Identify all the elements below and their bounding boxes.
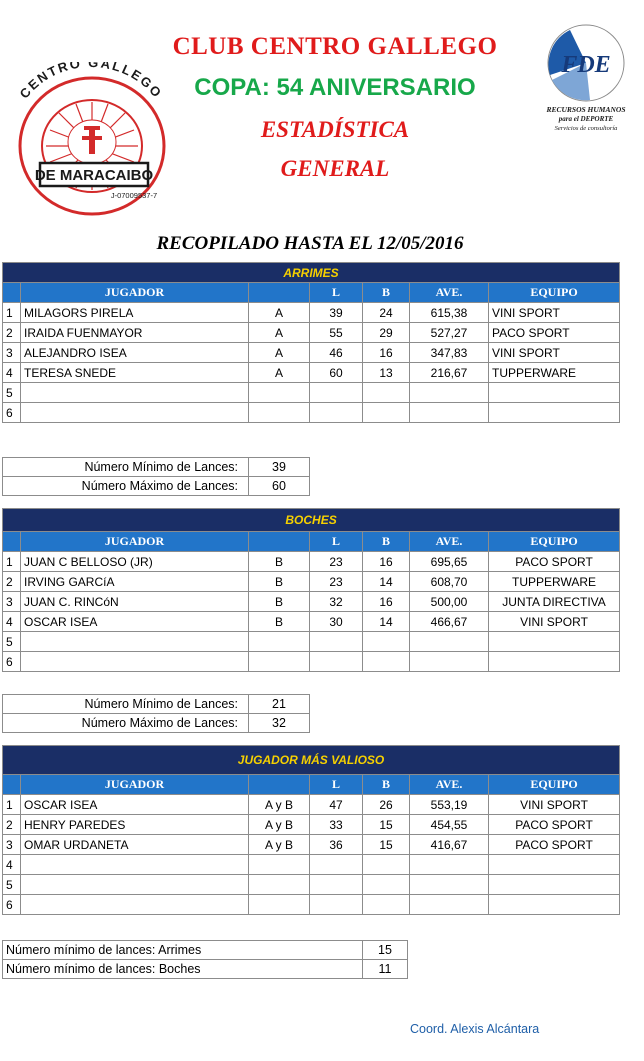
col-category xyxy=(249,283,310,303)
player-category: A xyxy=(249,323,310,343)
table-row xyxy=(3,895,620,915)
row-index: 2 xyxy=(3,572,21,592)
team-name: VINI SPORT xyxy=(489,343,620,363)
row-index: 4 xyxy=(3,612,21,632)
fde-logo-icon xyxy=(530,20,642,140)
player-name: ALEJANDRO ISEA xyxy=(21,343,249,363)
average-value: 216,67 xyxy=(410,363,489,383)
player-name: OSCAR ISEA xyxy=(21,795,249,815)
team-name: JUNTA DIRECTIVA xyxy=(489,592,620,612)
table-row xyxy=(3,323,620,343)
table-row xyxy=(3,795,620,815)
team-name: VINI SPORT xyxy=(489,612,620,632)
row-index: 6 xyxy=(3,403,21,423)
bolas-value: 14 xyxy=(363,612,410,632)
statistics-title: ESTADÍSTICA xyxy=(260,117,410,142)
col-ave: AVE. xyxy=(410,775,489,795)
average-value: 527,27 xyxy=(410,323,489,343)
min-arrimes-label: Número mínimo de lances: Arrimes xyxy=(3,941,363,960)
col-b: B xyxy=(363,775,410,795)
table-row xyxy=(3,403,620,423)
player-category xyxy=(249,383,310,403)
min-boches-value: 11 xyxy=(363,960,408,979)
row-index: 1 xyxy=(3,303,21,323)
arrimes-minmax xyxy=(2,457,310,496)
average-value xyxy=(410,875,489,895)
table-row xyxy=(3,303,620,323)
lances-value: 60 xyxy=(310,363,363,383)
bolas-value: 24 xyxy=(363,303,410,323)
team-name: PACO SPORT xyxy=(489,835,620,855)
bolas-value xyxy=(363,383,410,403)
crest-bottom-text: DE MARACAIBO xyxy=(34,167,154,184)
row-index: 5 xyxy=(3,875,21,895)
average-value xyxy=(410,855,489,875)
bolas-value: 29 xyxy=(363,323,410,343)
player-name xyxy=(21,875,249,895)
lances-value: 55 xyxy=(310,323,363,343)
team-name: PACO SPORT xyxy=(489,552,620,572)
team-name xyxy=(489,652,620,672)
mvp-title: JUGADOR MÁS VALIOSO xyxy=(3,746,620,775)
max-lances-value: 60 xyxy=(249,477,310,496)
row-index: 2 xyxy=(3,323,21,343)
col-category xyxy=(249,532,310,552)
player-category: A xyxy=(249,343,310,363)
min-lances-value: 21 xyxy=(249,695,310,714)
average-value xyxy=(410,383,489,403)
col-jugador: JUGADOR xyxy=(21,283,249,303)
player-category: B xyxy=(249,572,310,592)
col-ave: AVE. xyxy=(410,532,489,552)
player-name: OMAR URDANETA xyxy=(21,835,249,855)
average-value: 454,55 xyxy=(410,815,489,835)
table-row xyxy=(3,363,620,383)
table-row xyxy=(3,592,620,612)
average-value: 347,83 xyxy=(410,343,489,363)
min-lances-label: Número Mínimo de Lances: xyxy=(3,695,249,714)
max-lances-label: Número Máximo de Lances: xyxy=(3,477,249,496)
team-name xyxy=(489,895,620,915)
player-name: JUAN C BELLOSO (JR) xyxy=(21,552,249,572)
table-row xyxy=(3,343,620,363)
row-index: 2 xyxy=(3,815,21,835)
row-index: 1 xyxy=(3,795,21,815)
player-name xyxy=(21,403,249,423)
col-ave: AVE. xyxy=(410,283,489,303)
lances-value: 23 xyxy=(310,552,363,572)
bolas-value: 15 xyxy=(363,815,410,835)
boches-title: BOCHES xyxy=(3,509,620,532)
col-equipo: EQUIPO xyxy=(489,775,620,795)
team-name: TUPPERWARE xyxy=(489,572,620,592)
col-jugador: JUGADOR xyxy=(21,775,249,795)
row-index: 6 xyxy=(3,652,21,672)
min-lances-value: 39 xyxy=(249,458,310,477)
table-row xyxy=(3,835,620,855)
player-name xyxy=(21,632,249,652)
team-name: VINI SPORT xyxy=(489,795,620,815)
coordinator-credit: Coord. Alexis Alcántara xyxy=(410,1022,540,1036)
average-value: 608,70 xyxy=(410,572,489,592)
col-equipo: EQUIPO xyxy=(489,283,620,303)
club-title: CLUB CENTRO GALLEGO xyxy=(172,33,498,60)
lances-value xyxy=(310,383,363,403)
lances-value: 33 xyxy=(310,815,363,835)
row-index: 3 xyxy=(3,835,21,855)
min-boches-label: Número mínimo de lances: Boches xyxy=(3,960,363,979)
general-title: GENERAL xyxy=(280,156,390,181)
team-name xyxy=(489,632,620,652)
crest-rif: J-07009537-7 xyxy=(110,191,158,200)
lances-value xyxy=(310,403,363,423)
team-name xyxy=(489,855,620,875)
bolas-value: 16 xyxy=(363,343,410,363)
arrimes-title: ARRIMES xyxy=(3,263,620,283)
min-arrimes-value: 15 xyxy=(363,941,408,960)
player-name: IRVING GARCíA xyxy=(21,572,249,592)
lances-value: 39 xyxy=(310,303,363,323)
average-value: 500,00 xyxy=(410,592,489,612)
max-lances-label: Número Máximo de Lances: xyxy=(3,714,249,733)
mvp-minimums xyxy=(2,940,408,979)
team-name: TUPPERWARE xyxy=(489,363,620,383)
player-category: B xyxy=(249,612,310,632)
player-category: A y B xyxy=(249,795,310,815)
fde-line3: Servicios de consultoría xyxy=(554,125,618,132)
player-category: A y B xyxy=(249,815,310,835)
row-index: 4 xyxy=(3,363,21,383)
col-b: B xyxy=(363,532,410,552)
table-row xyxy=(3,875,620,895)
player-category xyxy=(249,855,310,875)
boches-table xyxy=(2,508,620,672)
table-row xyxy=(3,652,620,672)
player-name xyxy=(21,895,249,915)
col-b: B xyxy=(363,283,410,303)
mvp-table xyxy=(2,745,620,915)
bolas-value: 16 xyxy=(363,552,410,572)
table-row xyxy=(3,612,620,632)
player-category xyxy=(249,875,310,895)
team-name xyxy=(489,875,620,895)
bolas-value xyxy=(363,652,410,672)
bolas-value xyxy=(363,875,410,895)
lances-value xyxy=(310,895,363,915)
bolas-value xyxy=(363,403,410,423)
row-index: 3 xyxy=(3,592,21,612)
lances-value xyxy=(310,875,363,895)
row-index: 5 xyxy=(3,632,21,652)
player-name: OSCAR ISEA xyxy=(21,612,249,632)
table-row xyxy=(3,572,620,592)
table-row xyxy=(3,383,620,403)
average-value xyxy=(410,895,489,915)
player-name: MILAGORS PIRELA xyxy=(21,303,249,323)
team-name: PACO SPORT xyxy=(489,323,620,343)
bolas-value: 16 xyxy=(363,592,410,612)
team-name: VINI SPORT xyxy=(489,303,620,323)
average-value: 695,65 xyxy=(410,552,489,572)
club-crest-icon xyxy=(6,62,184,217)
player-name: HENRY PAREDES xyxy=(21,815,249,835)
team-name: PACO SPORT xyxy=(489,815,620,835)
team-name xyxy=(489,403,620,423)
col-l: L xyxy=(310,775,363,795)
average-value: 416,67 xyxy=(410,835,489,855)
table-row xyxy=(3,855,620,875)
lances-value: 30 xyxy=(310,612,363,632)
col-index xyxy=(3,283,21,303)
bolas-value: 13 xyxy=(363,363,410,383)
player-category: A y B xyxy=(249,835,310,855)
col-equipo: EQUIPO xyxy=(489,532,620,552)
average-value: 553,19 xyxy=(410,795,489,815)
team-name xyxy=(489,383,620,403)
compiled-date: RECOPILADO HASTA EL 12/05/2016 xyxy=(156,233,464,254)
max-lances-value: 32 xyxy=(249,714,310,733)
col-l: L xyxy=(310,532,363,552)
row-index: 5 xyxy=(3,383,21,403)
col-index xyxy=(3,532,21,552)
player-category: B xyxy=(249,552,310,572)
player-name: JUAN C. RINCóN xyxy=(21,592,249,612)
lances-value: 32 xyxy=(310,592,363,612)
lances-value: 23 xyxy=(310,572,363,592)
col-l: L xyxy=(310,283,363,303)
bolas-value: 14 xyxy=(363,572,410,592)
player-name: IRAIDA FUENMAYOR xyxy=(21,323,249,343)
min-lances-label: Número Mínimo de Lances: xyxy=(3,458,249,477)
col-index xyxy=(3,775,21,795)
lances-value: 47 xyxy=(310,795,363,815)
fde-line1: RECURSOS HUMANOS xyxy=(546,105,626,114)
bolas-value: 26 xyxy=(363,795,410,815)
bolas-value xyxy=(363,855,410,875)
arrimes-table xyxy=(2,262,620,423)
lances-value: 46 xyxy=(310,343,363,363)
lances-value xyxy=(310,652,363,672)
boches-minmax xyxy=(2,694,310,733)
average-value xyxy=(410,632,489,652)
player-category: A xyxy=(249,303,310,323)
crest-top-text: CENTRO GALLEGO xyxy=(16,62,166,102)
row-index: 6 xyxy=(3,895,21,915)
player-name xyxy=(21,383,249,403)
average-value xyxy=(410,652,489,672)
col-category xyxy=(249,775,310,795)
player-category: B xyxy=(249,592,310,612)
player-category xyxy=(249,895,310,915)
row-index: 3 xyxy=(3,343,21,363)
bolas-value xyxy=(363,895,410,915)
player-name xyxy=(21,652,249,672)
fde-mark: FDE xyxy=(561,52,611,78)
table-row xyxy=(3,552,620,572)
average-value xyxy=(410,403,489,423)
player-category: A xyxy=(249,363,310,383)
table-row xyxy=(3,632,620,652)
row-index: 1 xyxy=(3,552,21,572)
player-category xyxy=(249,652,310,672)
average-value: 615,38 xyxy=(410,303,489,323)
bolas-value xyxy=(363,632,410,652)
player-category xyxy=(249,403,310,423)
lances-value: 36 xyxy=(310,835,363,855)
bolas-value: 15 xyxy=(363,835,410,855)
fde-line2: para el DEPORTE xyxy=(558,115,614,123)
player-name: TERESA SNEDE xyxy=(21,363,249,383)
average-value: 466,67 xyxy=(410,612,489,632)
lances-value xyxy=(310,632,363,652)
lances-value xyxy=(310,855,363,875)
player-category xyxy=(249,632,310,652)
table-row xyxy=(3,815,620,835)
col-jugador: JUGADOR xyxy=(21,532,249,552)
player-name xyxy=(21,855,249,875)
cup-title: COPA: 54 ANIVERSARIO xyxy=(194,74,476,101)
row-index: 4 xyxy=(3,855,21,875)
